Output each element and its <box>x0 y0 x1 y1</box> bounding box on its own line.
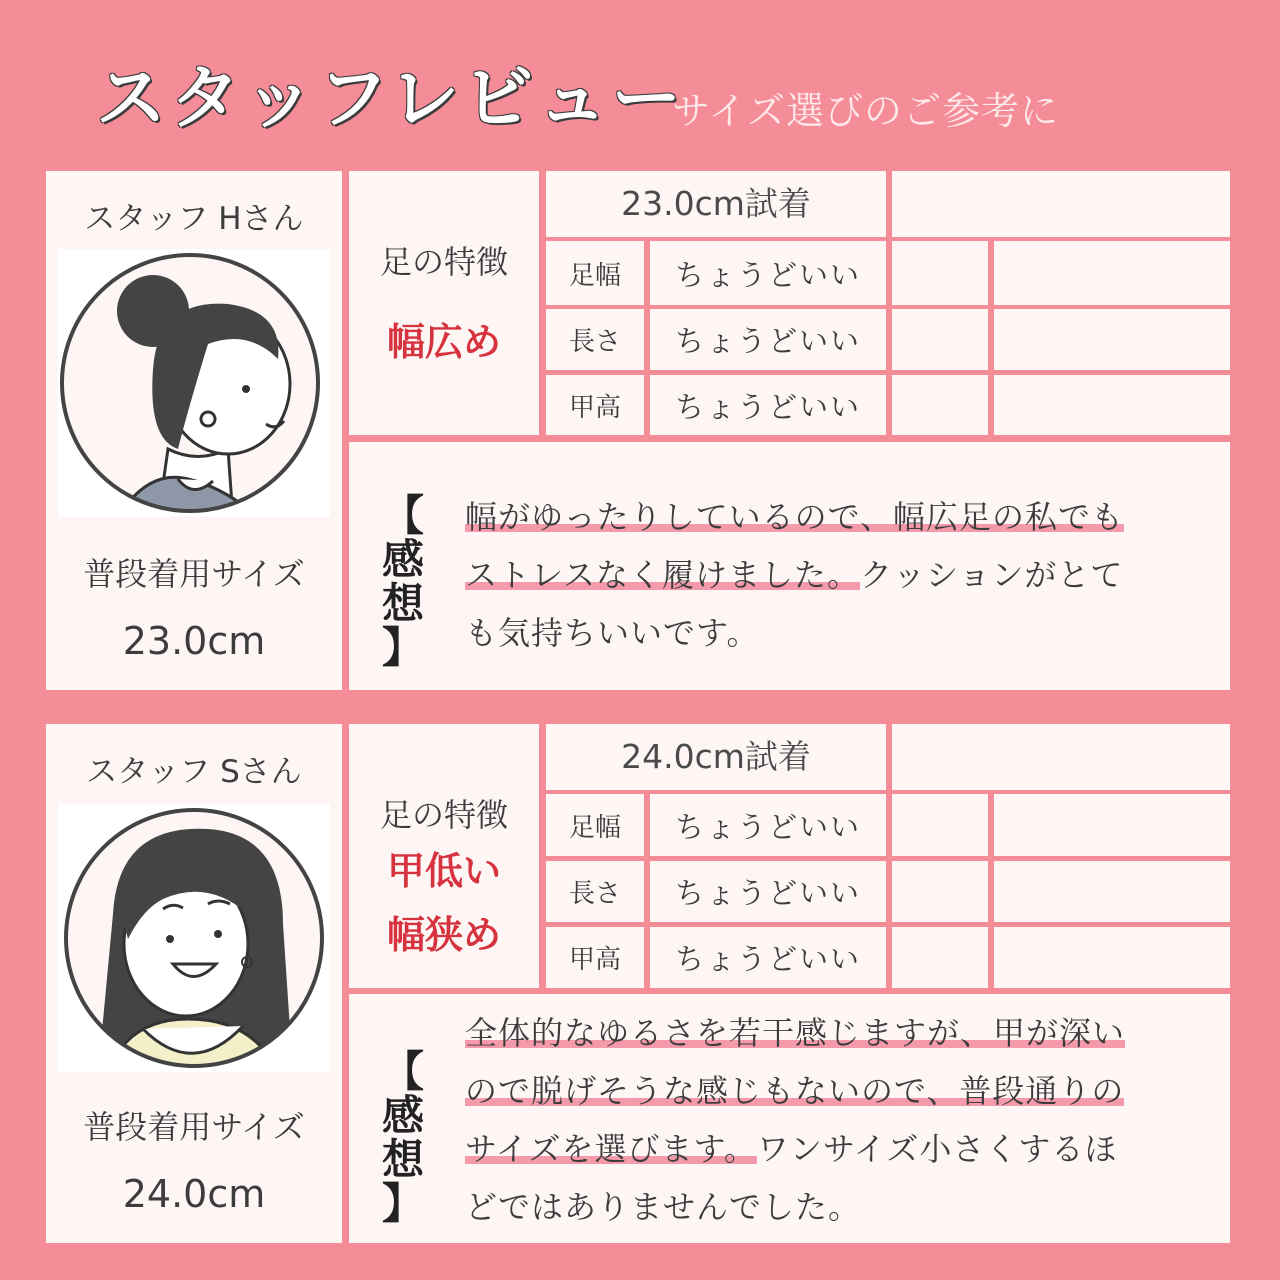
staff-profile <box>46 724 342 1243</box>
comment-line: ので脱げそうな感じもないので、普段通りの <box>465 1072 1125 1110</box>
comment-line: 幅がゆったりしているので、幅広足の私でも <box>465 498 1125 536</box>
impression-label: 【 感 想 】 <box>381 1047 424 1228</box>
fit-row-value: ちょうどいい <box>650 794 886 856</box>
empty-cell <box>892 724 1230 790</box>
fit-row-value: ちょうどいい <box>650 309 886 370</box>
staff-name: スタッフ Hさん <box>84 201 304 237</box>
empty-cell <box>892 171 1230 237</box>
staff-name: スタッフ Sさん <box>86 754 302 790</box>
staff-profile <box>46 171 342 690</box>
fit-row-value: ちょうどいい <box>650 861 886 922</box>
comment-text <box>465 1004 1205 1236</box>
feature-value: 甲低い <box>386 849 501 893</box>
usual-size-label: 普段着用サイズ <box>83 555 305 593</box>
feature-title: 足の特徴 <box>379 243 508 281</box>
empty-cell <box>994 794 1230 856</box>
review-card-s <box>46 724 1230 1243</box>
fit-row-label: 甲高 <box>546 375 644 435</box>
feature-title: 足の特徴 <box>379 796 508 834</box>
fit-row-value: ちょうどいい <box>650 375 886 435</box>
woman-bun-icon <box>58 249 330 517</box>
fit-row-label: 長さ <box>546 309 644 370</box>
empty-cell <box>994 309 1230 370</box>
fit-header-label: 24.0cm試着 <box>621 737 811 776</box>
comment-line: も気持ちいいです。 <box>465 614 760 652</box>
usual-size-value: 24.0cm <box>122 1172 266 1216</box>
fit-row-label: 足幅 <box>546 241 644 305</box>
feature-value: 幅広め <box>386 320 501 364</box>
fit-row-value: ちょうどいい <box>650 927 886 988</box>
fit-row-label: 長さ <box>546 861 644 922</box>
empty-cell <box>994 861 1230 922</box>
fit-row-label: 足幅 <box>546 794 644 856</box>
usual-size-label: 普段着用サイズ <box>83 1108 305 1146</box>
impression-label: 【 感 想 】 <box>381 491 424 672</box>
foot-feature <box>349 724 539 988</box>
avatar-h <box>58 249 330 517</box>
comment-line: どではありませんでした。 <box>465 1188 862 1226</box>
page-subtitle: サイズ選びのご参考に <box>672 89 1059 133</box>
review-card-h <box>46 171 1230 690</box>
fit-row-label: 甲高 <box>546 927 644 988</box>
empty-cell <box>994 241 1230 305</box>
foot-feature <box>349 171 539 435</box>
empty-cell <box>892 927 988 988</box>
impression <box>349 442 1230 690</box>
usual-size-value: 23.0cm <box>122 619 266 663</box>
feature-value: 幅狭め <box>386 913 501 957</box>
empty-cell <box>892 375 988 435</box>
empty-cell <box>892 794 988 856</box>
empty-cell <box>994 927 1230 988</box>
empty-cell <box>892 241 988 305</box>
empty-cell <box>994 375 1230 435</box>
empty-cell <box>892 309 988 370</box>
fit-row-value: ちょうどいい <box>650 241 886 305</box>
avatar-s <box>58 804 330 1072</box>
impression <box>349 994 1230 1243</box>
fit-header-label: 23.0cm試着 <box>621 184 811 223</box>
fit-header <box>546 171 886 237</box>
comment-line: サイズを選びます。ワンサイズ小さくするほ <box>465 1130 1118 1168</box>
comment-text <box>465 488 1205 662</box>
page-title: スタッフレビュー <box>96 57 686 139</box>
header <box>0 0 1280 170</box>
comment-line: 全体的なゆるさを若干感じますが、甲が深い <box>465 1014 1126 1052</box>
woman-long-hair-icon <box>58 804 330 1072</box>
empty-cell <box>892 861 988 922</box>
fit-header <box>546 724 886 790</box>
comment-line: ストレスなく履けました。クッションがとて <box>465 556 1124 594</box>
